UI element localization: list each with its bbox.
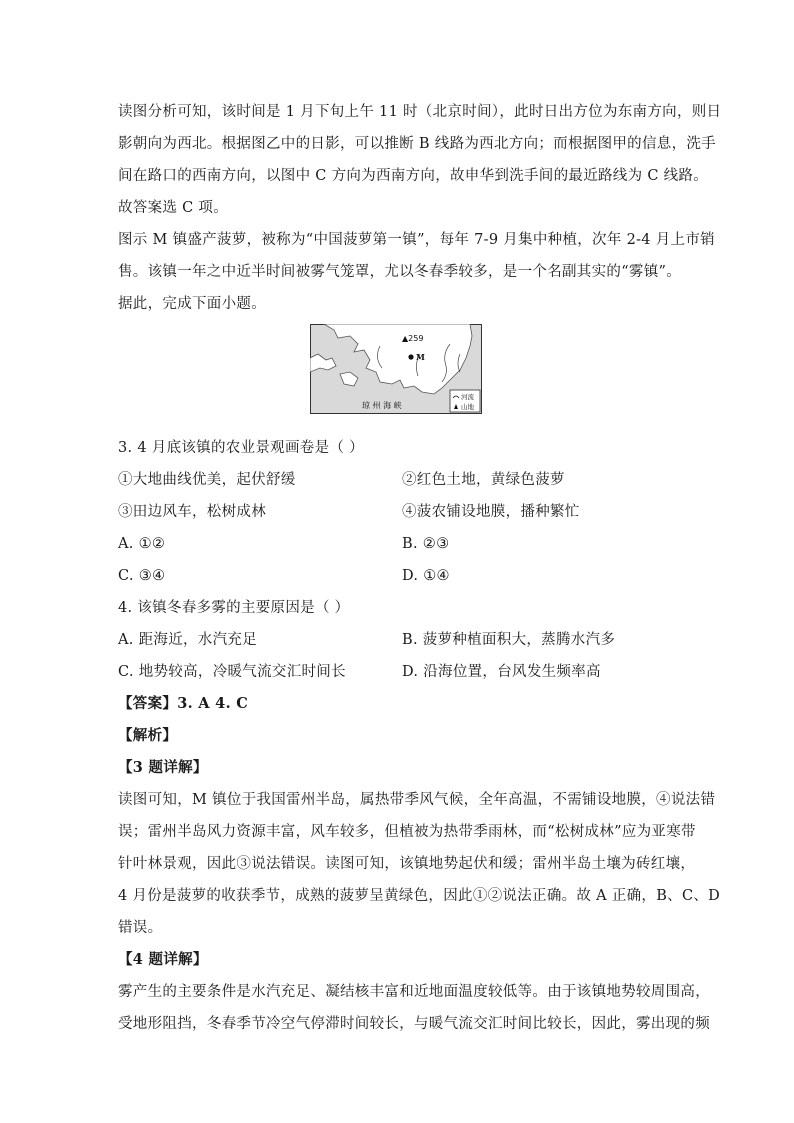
option-a: A. 距海近，水汽充足 <box>118 632 257 648</box>
question-3 <box>118 432 684 592</box>
option-c: C. ③④ <box>118 568 166 584</box>
text-line: 读图分析可知，该时间是 1 月下旬上午 11 时（北京时间），此时日出方位为东南方向，则日 <box>118 104 722 120</box>
option-row <box>118 560 684 592</box>
legend-mountain-label: 山地 <box>461 403 474 411</box>
q4-detail-heading: 【4 题详解】 <box>118 951 208 968</box>
q3-detail-heading: 【3 题详解】 <box>118 759 208 776</box>
statement-item: ①大地曲线优美，起伏舒缓 <box>118 472 296 488</box>
text-line: 受地形阻挡，冬春季节冷空气停滞时间较长，与暖气流交汇时间比较长，因此，雾出现的频 <box>118 1016 710 1032</box>
town-label: M <box>416 352 425 362</box>
text-line: 图示 M 镇盛产菠萝，被称为“中国菠萝第一镇”，每年 7-9 月集中种植，次年 2-4 月上市销 <box>118 232 715 248</box>
text-line: 间在路口的西南方向，以图中 C 方向为西南方向，故申华到洗手间的最近路线为 C 线路。 <box>118 168 709 184</box>
question-4 <box>118 592 684 688</box>
option-a: A. ①② <box>118 536 166 552</box>
intro-paragraph <box>118 96 722 224</box>
text-line: 误；雷州半岛风力资源丰富，风车较多，但植被为热带季雨林，而“松树成林”应为亚寒带 <box>118 824 696 840</box>
text-line: 影朝向为西北。根据图乙中的日影，可以推断 B 线路为西北方向；而根据图甲的信息，洗手 <box>118 136 716 152</box>
text-line: 故答案选 C 项。 <box>118 200 229 216</box>
statement-row <box>118 464 684 496</box>
option-b: B. 菠萝种植面积大，蒸腾水汽多 <box>402 632 616 648</box>
statement-item: ③田边风车，松树成林 <box>118 504 266 520</box>
question-stem: 3. 4 月底该镇的农业景观画卷是（ ） <box>118 440 364 456</box>
strait-label: 琼 州 海 峡 <box>362 401 402 410</box>
option-row <box>118 624 684 656</box>
q3-detail-paragraph <box>118 784 721 944</box>
text-line: 错误。 <box>118 920 163 936</box>
option-d: D. 沿海位置，台风发生频率高 <box>402 664 601 680</box>
map-figure <box>118 324 684 430</box>
statement-item: ④菠农铺设地膜，播种繁忙 <box>402 504 580 520</box>
question-stem: 4. 该镇冬春多雾的主要原因是（ ） <box>118 600 350 616</box>
option-c: C. 地势较高，冷暖气流交汇时间长 <box>118 664 346 680</box>
text-line: 据此，完成下面小题。 <box>118 296 266 312</box>
material-paragraph <box>118 224 715 320</box>
peak-label: ▲259 <box>402 334 424 343</box>
q4-detail-paragraph <box>118 976 710 1040</box>
text-line: 雾产生的主要条件是水汽充足、凝结核丰富和近地面温度较低等。由于该镇地势较周围高， <box>118 984 710 1000</box>
text-line: 4 月份是菠萝的收获季节，成熟的菠萝呈黄绿色，因此①②说法正确。故 A 正确，B、C、D <box>118 888 721 904</box>
option-d: D. ①④ <box>402 568 450 584</box>
text-line: 针叶林景观，因此③说法错误。读图可知，该镇地势起伏和缓；雷州半岛土壤为砖红壤， <box>118 856 696 872</box>
statement-item: ②红色土地，黄绿色菠萝 <box>402 472 565 488</box>
text-line: 读图可知，M 镇位于我国雷州半岛，属热带季风气候，全年高温，不需铺设地膜，④说法错 <box>118 792 716 808</box>
statement-row <box>118 496 684 528</box>
option-row <box>118 656 684 688</box>
leizhou-map <box>310 324 482 414</box>
town-marker <box>408 354 413 359</box>
analysis-heading: 【解析】 <box>118 727 178 744</box>
option-row <box>118 528 684 560</box>
document-body <box>118 96 722 1040</box>
text-line: 售。该镇一年之中近半时间被雾气笼罩，尤以冬春季较多，是一个名副其实的“雾镇”。 <box>118 264 682 280</box>
legend-river-label: 河流 <box>461 393 474 401</box>
answer-line: 【答案】3. A 4. C <box>118 695 249 712</box>
option-b: B. ②③ <box>402 536 450 552</box>
